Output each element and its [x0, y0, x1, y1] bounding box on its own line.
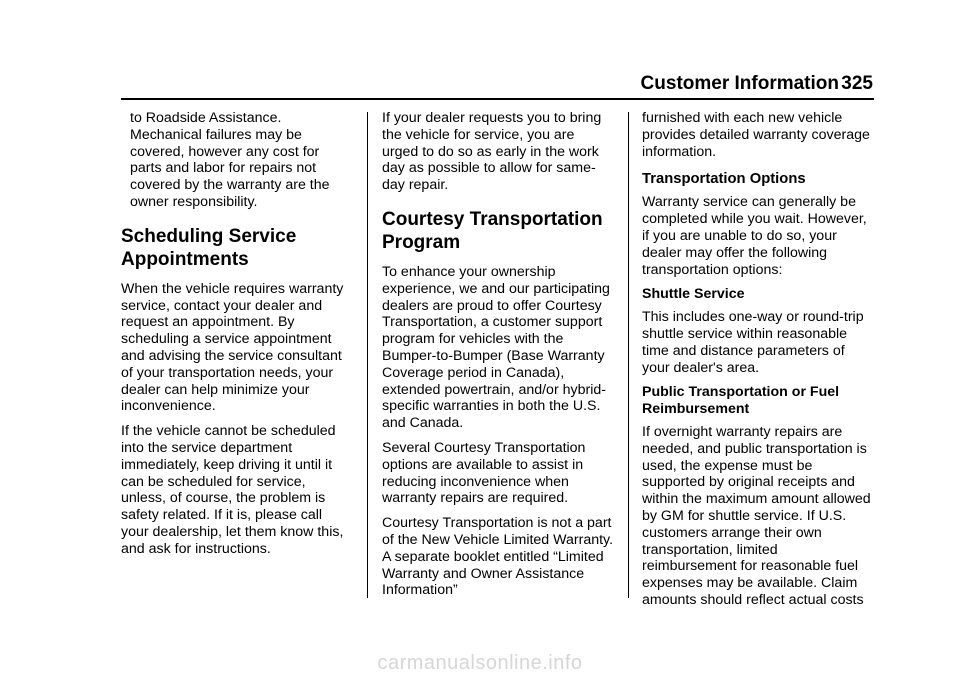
paragraph: When the vehicle requires warranty service, contact your dealer and request an appointment. By scheduling a service appointment and advising the service consultant of your transportation needs, your dealer can help minimize your inconvenience.	[121, 280, 344, 415]
header-divider	[121, 98, 874, 100]
paragraph: Several Courtesy Transportation options are available to assist in reducing inconvenience when warranty repairs are required.	[382, 439, 586, 507]
subheading-public-transportation: Public Transportation or Fuel Reimbursement	[642, 384, 840, 418]
column-left	[121, 110, 353, 566]
paragraph: If your dealer requests you to bring the vehicle for service, you are urged to do so as early in the work day as possible to allow for same-day repair.	[382, 110, 602, 194]
column-middle	[382, 110, 614, 607]
heading-courtesy-transportation: Courtesy Transportation Program	[382, 208, 603, 253]
subheading-shuttle-service: Shuttle Service	[642, 286, 745, 303]
paragraph: If overnight warranty repairs are needed, and public transportation is used, the expense must be supported by original receipts and within the maximum amount allowed by GM for shuttle service. If U.S. customers arrange their own transportation, limited reimbursement for reasonable fuel expenses may be available. Claim amounts should reflect actual costs	[642, 423, 871, 608]
paragraph: Courtesy Transportation is not a part of the New Vehicle Limited Warranty. A separate booklet entitled “Limited Warranty and Owner Assistance Information”	[382, 515, 614, 599]
heading-scheduling-service: Scheduling Service Appointments	[121, 225, 297, 270]
heading-transportation-options: Transportation Options	[642, 171, 806, 188]
paragraph: furnished with each new vehicle provides detailed warranty coverage information.	[642, 110, 870, 160]
watermark: carmanualsonline.info	[377, 652, 583, 674]
column-divider	[367, 112, 368, 598]
section-title: Customer Information	[640, 73, 839, 94]
page-header	[0, 72, 960, 96]
continued-paragraph: to Roadside Assistance. Mechanical failures may be covered, however any cost for parts and labor for repairs not covered by the warranty are the owner responsibility.	[130, 110, 330, 210]
page-number: 325	[841, 73, 873, 94]
paragraph: This includes one-way or round-trip shuttle service within reasonable time and distance parameters of your dealer's area.	[642, 309, 864, 376]
column-right	[642, 110, 874, 617]
paragraph: To enhance your ownership experience, we and our participating dealers are proud to offer Courtesy Transportation, a customer support program for vehicles with the Bumper-to-Bumper (Base Warranty Coverage period in Canada), extended powertrain, and/or hybrid-specific warranties in both the U.S. and Canada.	[382, 263, 610, 432]
paragraph: If the vehicle cannot be scheduled into the service department immediately, keep driving it until it can be scheduled for service, unless, of course, the problem is safety related. If it is, please call your dealership, let them know this, and ask for instructions.	[121, 423, 344, 557]
paragraph: Warranty service can generally be completed while you wait. However, if you are unable to do so, your dealer may offer the following transportation options:	[642, 194, 867, 278]
column-divider	[628, 112, 629, 598]
